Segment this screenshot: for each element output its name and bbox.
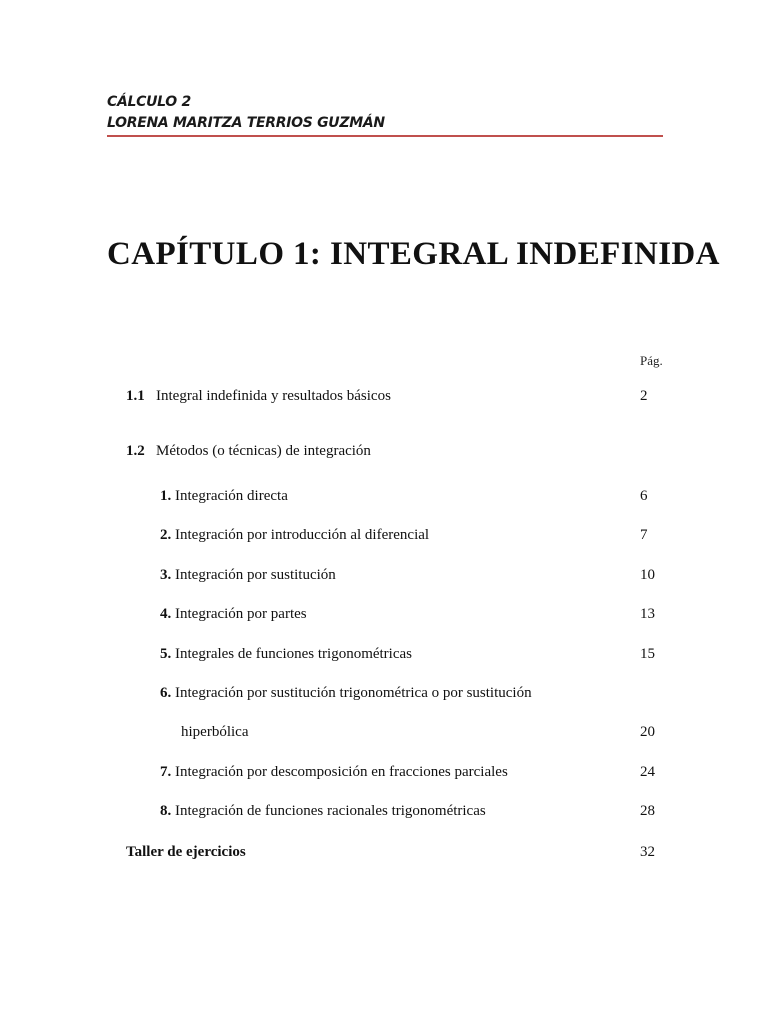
toc-method-7	[160, 763, 508, 781]
toc-entry-title: Integral indefinida y resultados básicos	[156, 388, 391, 404]
toc-entry-page: 2	[640, 388, 648, 404]
header-divider	[107, 135, 663, 137]
toc-method-title: Integrales de funciones trigonométricas	[175, 646, 412, 662]
toc-method-title: Integración por sustitución	[175, 567, 336, 583]
toc-method-3	[160, 566, 336, 584]
toc-method-2	[160, 526, 429, 544]
toc-method-page: 13	[640, 606, 655, 622]
toc-method-number: 7.	[160, 764, 172, 780]
toc-method-5	[160, 645, 412, 663]
toc-method-number: 4.	[160, 606, 172, 622]
toc-method-page: 10	[640, 567, 655, 583]
toc-method-number: 6.	[160, 685, 172, 701]
toc-method-8	[160, 802, 486, 820]
toc-method-title: Integración de funciones racionales trigonométricas	[175, 803, 486, 819]
toc-method-title: Integración por introducción al diferencial	[175, 527, 430, 543]
toc-method-number: 3.	[160, 567, 172, 583]
toc-method-page: 6	[640, 488, 648, 504]
toc-entry-1-2	[126, 442, 371, 460]
document-header	[107, 92, 663, 134]
course-title: CÁLCULO 2	[107, 94, 191, 110]
toc-method-number: 2.	[160, 527, 172, 543]
toc-method-page: 7	[640, 527, 648, 543]
toc-method-page: 28	[640, 803, 655, 819]
toc-method-6	[160, 684, 532, 702]
toc-method-page: 15	[640, 646, 655, 662]
toc-workshop-title: Taller de ejercicios	[126, 844, 246, 860]
toc-method-title: Integración por partes	[175, 606, 307, 622]
toc-method-4	[160, 605, 307, 623]
toc-entry-1-1	[126, 387, 391, 405]
toc-workshop-page: 32	[640, 844, 655, 860]
toc-entry-title: Métodos (o técnicas) de integración	[156, 443, 371, 459]
toc-method-number: 1.	[160, 488, 172, 504]
toc-entry-number: 1.2	[126, 443, 145, 459]
author-name: LORENA MARITZA TERRIOS GUZMÁN	[107, 115, 385, 131]
toc-entry-number: 1.1	[126, 388, 145, 404]
toc-method-number: 8.	[160, 803, 172, 819]
toc-method-page: 20	[640, 724, 655, 740]
toc-method-title: Integración directa	[175, 488, 288, 504]
chapter-title: CAPÍTULO 1: INTEGRAL INDEFINIDA	[107, 236, 720, 272]
toc-method-title: Integración por descomposición en fracciones parciales	[175, 764, 508, 780]
toc-method-6-continuation: hiperbólica	[181, 724, 249, 740]
toc-method-title: Integración por sustitución trigonométrica o por sustitución	[175, 685, 532, 701]
toc-method-1	[160, 487, 288, 505]
toc-method-number: 5.	[160, 646, 172, 662]
toc-method-page: 24	[640, 764, 655, 780]
page-column-label: Pág.	[640, 353, 663, 368]
